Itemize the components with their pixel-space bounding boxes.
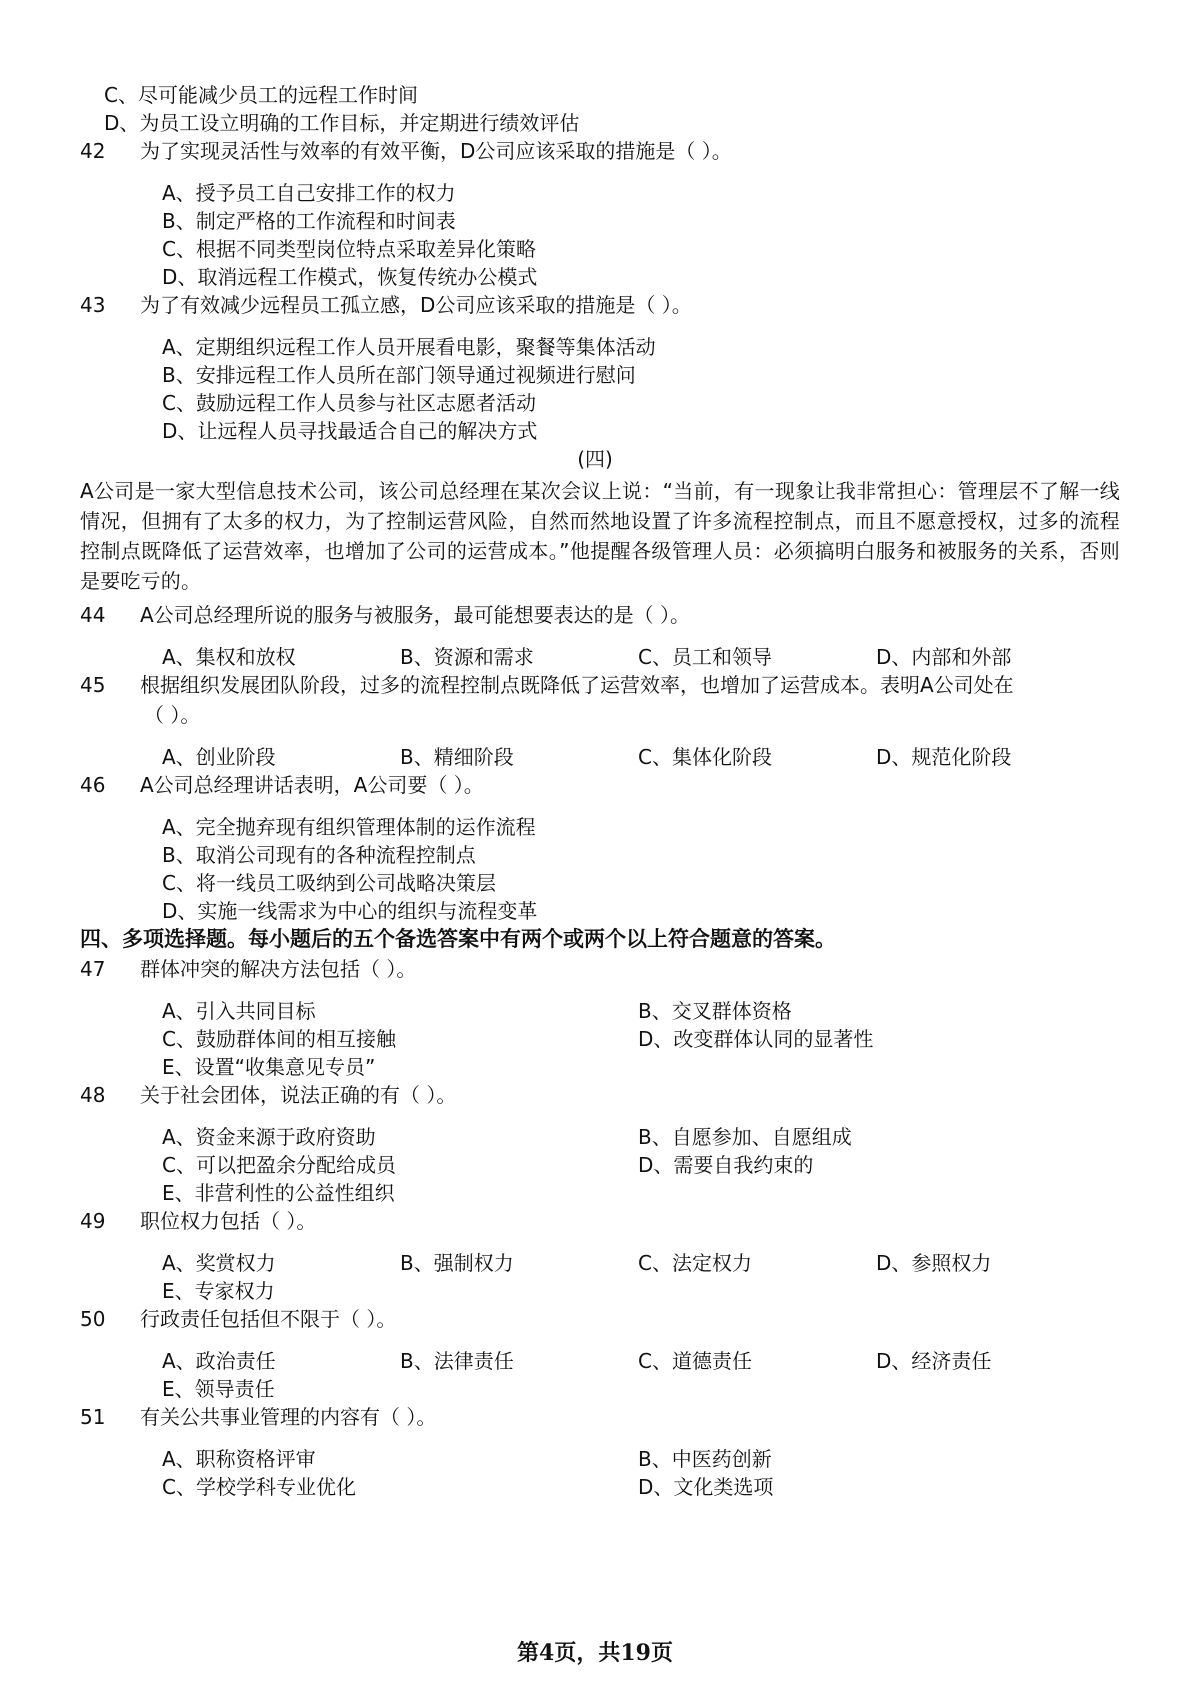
question-number: 45 [80,673,106,697]
section-heading: 四、多项选择题。每小题后的五个备选答案中有两个或两个以上符合题意的答案。 [80,927,836,951]
option-b: B、中医药创新 [638,1447,772,1471]
question-text: 行政责任包括但不限于（ ）。 [140,1307,397,1331]
question-number: 47 [80,957,106,981]
question-text: 为了有效减少远程员工孤立感，D公司应该采取的措施是（ ）。 [140,293,692,317]
option-b: B、法律责任 [400,1349,514,1373]
option-b: B、交叉群体资格 [638,999,792,1023]
option-c: C、将一线员工吸纳到公司战略决策层 [162,871,496,895]
option-a: A、完全抛弃现有组织管理体制的运作流程 [162,815,536,839]
option-d: D、文化类选项 [638,1475,774,1499]
question-text: 群体冲突的解决方法包括（ ）。 [140,957,417,981]
option-c: C、可以把盈余分配给成员 [162,1153,396,1177]
option-c: C、鼓励远程工作人员参与社区志愿者活动 [162,391,536,415]
option-a: A、奖赏权力 [162,1251,276,1275]
case-title: (四) [577,447,613,471]
option-b: B、精细阶段 [400,745,514,769]
option-b: B、安排远程工作人员所在部门领导通过视频进行慰问 [162,363,636,387]
question-text: A公司总经理所说的服务与被服务，最可能想要表达的是（ ）。 [140,603,691,627]
option-a: A、职称资格评审 [162,1447,316,1471]
question-number: 46 [80,773,106,797]
options-row [162,996,1122,1026]
option-a: A、资金来源于政府资助 [162,1125,376,1149]
options-row [162,1052,1122,1082]
option-b: B、取消公司现有的各种流程控制点 [162,843,476,867]
option-d: D、经济责任 [876,1349,992,1373]
option-a: A、政治责任 [162,1349,276,1373]
option-a: A、引入共同目标 [162,999,316,1023]
option-e: E、设置“收集意见专员” [162,1055,376,1079]
options-row [162,1248,1122,1278]
options-row [162,1150,1122,1180]
option-d: D、规范化阶段 [876,745,1012,769]
options-row [162,1276,1122,1306]
option-c: C、根据不同类型岗位特点采取差异化策略 [162,237,536,261]
question-number: 48 [80,1083,106,1107]
page-number: 第4页，共19页 [517,1640,673,1666]
question-text: 关于社会团体，说法正确的有（ ）。 [140,1083,457,1107]
option-c: C、集体化阶段 [638,745,772,769]
option-d: D、参照权力 [876,1251,992,1275]
options-row [162,742,1122,772]
option-c: C、员工和领导 [638,645,772,669]
question-text-continued: （ ）。 [144,703,201,727]
option-c: C、尽可能减少员工的远程工作时间 [104,83,418,107]
question-text: 有关公共事业管理的内容有（ ）。 [140,1405,437,1429]
case-paragraph: A公司是一家大型信息技术公司，该公司总经理在某次会议上说：“当前，有一现象让我非常担心：管理层不了解一线情况，但拥有了太多的权力，为了控制运营风险，自然而然地设置了许多流程控制点，而且不愿意授权，过多的流程控制点既降低了运营效率，也增加了公司的运营成本。”他提醒各级管理人员：必须搞明白服务和被服务的关系，否则是要吃亏的。 [80,479,1120,593]
option-d: D、需要自我约束的 [638,1153,814,1177]
option-a: A、创业阶段 [162,745,276,769]
option-e: E、非营利性的公益性组织 [162,1181,395,1205]
options-row [162,1472,1122,1502]
option-c: C、道德责任 [638,1349,752,1373]
option-d: D、内部和外部 [876,645,1012,669]
question-text: 根据组织发展团队阶段，过多的流程控制点既降低了运营效率，也增加了运营成本。表明A公司处在 [140,673,1014,697]
question-text: A公司总经理讲话表明，A公司要（ ）。 [140,773,484,797]
question-number: 49 [80,1209,106,1233]
option-a: A、定期组织远程工作人员开展看电影，聚餐等集体活动 [162,335,656,359]
options-row [162,1122,1122,1152]
option-d: D、取消远程工作模式，恢复传统办公模式 [162,265,538,289]
option-e: E、领导责任 [162,1377,275,1401]
option-c: C、鼓励群体间的相互接触 [162,1027,396,1051]
option-b: B、资源和需求 [400,645,534,669]
option-a: A、集权和放权 [162,645,296,669]
options-row [162,1444,1122,1474]
options-row [162,1346,1122,1376]
option-b: B、强制权力 [400,1251,514,1275]
option-d: D、为员工设立明确的工作目标，并定期进行绩效评估 [104,111,580,135]
question-number: 44 [80,603,106,627]
options-row [162,1374,1122,1404]
option-d: D、改变群体认同的显著性 [638,1027,874,1051]
option-a: A、授予员工自己安排工作的权力 [162,181,456,205]
options-row [162,1024,1122,1054]
option-b: B、自愿参加、自愿组成 [638,1125,852,1149]
option-c: C、法定权力 [638,1251,752,1275]
option-d: D、让远程人员寻找最适合自己的解决方式 [162,419,538,443]
question-number: 43 [80,293,106,317]
question-text: 职位权力包括（ ）。 [140,1209,317,1233]
option-e: E、专家权力 [162,1279,275,1303]
question-text: 为了实现灵活性与效率的有效平衡，D公司应该采取的措施是（ ）。 [140,139,732,163]
options-row [162,642,1122,672]
question-number: 51 [80,1405,106,1429]
options-row [162,1178,1122,1208]
option-b: B、制定严格的工作流程和时间表 [162,209,456,233]
question-number: 50 [80,1307,106,1331]
question-number: 42 [80,139,106,163]
option-c: C、学校学科专业优化 [162,1475,356,1499]
option-d: D、实施一线需求为中心的组织与流程变革 [162,899,538,923]
